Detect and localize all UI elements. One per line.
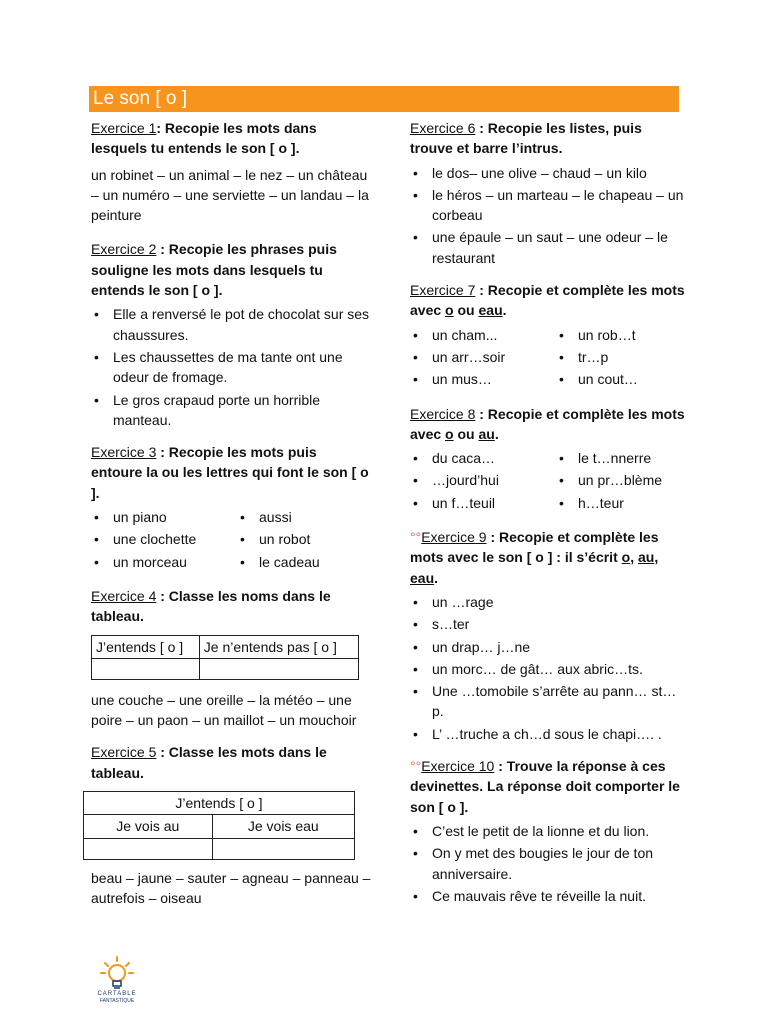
exercise-3-grid bbox=[91, 507, 371, 574]
exercise-6-list bbox=[410, 163, 685, 268]
exercise-7-grid bbox=[410, 325, 685, 392]
exercise-4-words: une couche – une oreille – la météo – une poire – un paon – un maillot – un mouchoir bbox=[91, 691, 357, 729]
lightbulb-icon bbox=[99, 955, 135, 991]
exercise-2-heading bbox=[91, 239, 371, 300]
list-item: • une épaule – un saut – une odeur – le restaurant bbox=[410, 227, 685, 268]
exercise-6-number: Exercice 6 bbox=[410, 120, 476, 136]
exercise-1 bbox=[91, 118, 371, 225]
list-item: • un arr…soir bbox=[410, 347, 550, 367]
exercise-9-sep: , bbox=[630, 549, 638, 566]
exercise-9-heading bbox=[410, 527, 685, 588]
exercise-4-number: Exercice 4 bbox=[91, 587, 157, 604]
table-header-cell: Je vois eau bbox=[212, 815, 354, 838]
table-cell bbox=[212, 838, 354, 859]
exercise-10-instruction: : Trouve la réponse à ces devinettes. La réponse doit comporter le son [ o ]. bbox=[410, 758, 680, 815]
exercise-7-heading bbox=[410, 280, 685, 321]
exercise-3-heading bbox=[91, 442, 371, 503]
list-item: • …jourd’hui bbox=[410, 470, 550, 490]
table-header-cell: Je vois au bbox=[84, 815, 213, 838]
table-cell bbox=[199, 658, 358, 679]
exercise-8-or: ou bbox=[453, 425, 479, 442]
table-header-cell: Je n’entends pas [ o ] bbox=[199, 635, 358, 658]
exercise-3-list-left bbox=[91, 507, 231, 574]
list-item: • un drap… j…ne bbox=[410, 637, 685, 657]
exercise-8-heading bbox=[410, 404, 685, 445]
difficulty-stars: °° bbox=[410, 758, 422, 775]
exercise-8-letter-o: o bbox=[445, 425, 454, 442]
list-item: • Ce mauvais rêve te réveille la nuit. bbox=[410, 886, 685, 906]
list-item: • un robot bbox=[237, 529, 371, 549]
exercise-4 bbox=[91, 586, 371, 730]
exercise-10-list bbox=[410, 821, 685, 906]
right-column bbox=[410, 118, 685, 918]
exercise-9-number: Exercice 9 bbox=[421, 529, 487, 546]
exercise-9 bbox=[410, 527, 685, 744]
list-item: • Elle a renversé le pot de chocolat sur ses chaussures. bbox=[91, 304, 371, 345]
exercise-4-table bbox=[91, 635, 359, 680]
list-item: • On y met des bougies le jour de ton anniversaire. bbox=[410, 843, 685, 884]
exercise-1-heading bbox=[91, 118, 371, 159]
list-item: • Une …tomobile s’arrête au pann… st…p. bbox=[410, 681, 685, 722]
exercise-3-instruction: : Recopie les mots puis entoure la ou les lettres qui font le son [ o ]. bbox=[91, 444, 369, 501]
cartable-fantastique-logo bbox=[92, 955, 142, 1015]
exercise-8-number: Exercice 8 bbox=[410, 405, 476, 422]
exercise-7-letters-eau: eau bbox=[478, 302, 503, 319]
exercise-8-letters-au: au bbox=[478, 425, 495, 442]
exercise-8 bbox=[410, 404, 685, 515]
exercise-10 bbox=[410, 756, 685, 906]
exercise-2-instruction: : Recopie les phrases puis souligne les mots dans lesquels tu entends le son [ o ]. bbox=[91, 241, 337, 299]
table-header-cell: J’entends [ o ] bbox=[92, 635, 200, 658]
exercise-8-grid bbox=[410, 448, 685, 515]
list-item: • du caca… bbox=[410, 448, 550, 468]
list-item: • le dos– une olive – chaud – un kilo bbox=[410, 163, 685, 183]
exercise-7-letter-o: o bbox=[445, 302, 454, 319]
list-item: • C’est le petit de la lionne et du lion. bbox=[410, 821, 685, 841]
exercise-6-heading bbox=[410, 118, 685, 159]
list-item: • le héros – un marteau – le chapeau – un corbeau bbox=[410, 185, 685, 226]
exercise-1-words: un robinet – un animal – le nez – un château – un numéro – une serviette – un landau – la peinture bbox=[91, 166, 369, 224]
exercise-5-number: Exercice 5 bbox=[91, 744, 157, 761]
exercise-7-end: . bbox=[502, 302, 507, 319]
exercise-5-heading bbox=[91, 742, 371, 783]
table-cell bbox=[84, 838, 213, 859]
exercise-5 bbox=[91, 742, 371, 908]
list-item: • un morceau bbox=[91, 552, 231, 572]
list-item: • le t…nnerre bbox=[556, 448, 685, 468]
exercise-8-end: . bbox=[494, 425, 499, 442]
exercise-9-sep2: , bbox=[654, 549, 659, 566]
exercise-6-instruction: : Recopie les listes, puis trouve et barre l’intrus. bbox=[410, 120, 642, 157]
difficulty-stars: °° bbox=[410, 529, 422, 546]
list-item: • Les chaussettes de ma tante ont une odeur de fromage. bbox=[91, 347, 371, 388]
exercise-5-instruction: : Classe les mots dans le tableau. bbox=[91, 744, 327, 781]
exercise-8-list-left bbox=[410, 448, 550, 515]
exercise-6 bbox=[410, 118, 685, 268]
exercise-9-instruction: : Recopie et complète les mots avec le son [ o ] : il s’écrit bbox=[410, 529, 659, 566]
list-item: • aussi bbox=[237, 507, 371, 527]
exercise-8-instruction: : Recopie et complète les mots avec bbox=[410, 405, 685, 442]
exercise-7-number: Exercice 7 bbox=[410, 282, 476, 299]
exercise-5-table bbox=[83, 791, 355, 860]
logo-text-2: FANTASTIQUE bbox=[99, 998, 135, 1004]
list-item: • tr…p bbox=[556, 347, 685, 367]
list-item: • L’ …truche a ch…d sous le chapi…. . bbox=[410, 724, 685, 744]
list-item: • une clochette bbox=[91, 529, 231, 549]
exercise-2-list bbox=[91, 304, 371, 430]
exercise-3-list-right bbox=[237, 507, 371, 574]
list-item: • s…ter bbox=[410, 614, 685, 634]
exercise-5-words: beau – jaune – sauter – agneau – panneau – autrefois – oiseau bbox=[91, 869, 371, 906]
exercise-7-list-right bbox=[556, 325, 685, 392]
list-item: • Le gros crapaud porte un horrible manteau. bbox=[91, 390, 371, 431]
left-column bbox=[91, 118, 371, 920]
exercise-2-number: Exercice 2 bbox=[91, 241, 157, 258]
exercise-9-end: . bbox=[434, 569, 439, 586]
list-item: • un cout… bbox=[556, 369, 685, 389]
list-item: • le cadeau bbox=[237, 552, 371, 572]
page-title: Le son [ o ] bbox=[89, 86, 679, 112]
exercise-3-number: Exercice 3 bbox=[91, 444, 157, 461]
list-item: • un f…teuil bbox=[410, 493, 550, 513]
exercise-7-or: ou bbox=[453, 302, 479, 319]
exercise-3 bbox=[91, 442, 371, 574]
list-item: • un morc… de gât… aux abric…ts. bbox=[410, 659, 685, 679]
exercise-7-instruction: : Recopie et complète les mots avec bbox=[410, 282, 685, 319]
exercise-9-list bbox=[410, 592, 685, 744]
exercise-10-heading bbox=[410, 756, 685, 817]
list-item: • un …rage bbox=[410, 592, 685, 612]
exercise-7 bbox=[410, 280, 685, 391]
list-item: • un mus… bbox=[410, 369, 550, 389]
table-cell bbox=[92, 658, 200, 679]
list-item: • un rob…t bbox=[556, 325, 685, 345]
exercise-9-letters-eau: eau bbox=[410, 569, 435, 586]
exercise-9-letters-au: au bbox=[637, 549, 655, 566]
exercise-9-letter-o: o bbox=[621, 549, 631, 566]
exercise-1-number: Exercice 1 bbox=[91, 120, 157, 136]
list-item: • h…teur bbox=[556, 493, 685, 513]
logo-text-1: CARTABLE bbox=[97, 991, 137, 997]
exercise-4-instruction: : Classe les noms dans le tableau. bbox=[91, 587, 331, 625]
list-item: • un cham... bbox=[410, 325, 550, 345]
exercise-10-number: Exercice 10 bbox=[421, 758, 495, 775]
list-item: • un pr…blème bbox=[556, 470, 685, 490]
exercise-7-list-left bbox=[410, 325, 550, 392]
exercise-2 bbox=[91, 239, 371, 430]
list-item: • un piano bbox=[91, 507, 231, 527]
exercise-1-instruction: : Recopie les mots dans lesquels tu entends le son [ o ]. bbox=[91, 120, 317, 157]
table-header-cell: J’entends [ o ] bbox=[84, 792, 355, 815]
exercise-8-list-right bbox=[556, 448, 685, 515]
exercise-4-heading bbox=[91, 586, 371, 627]
